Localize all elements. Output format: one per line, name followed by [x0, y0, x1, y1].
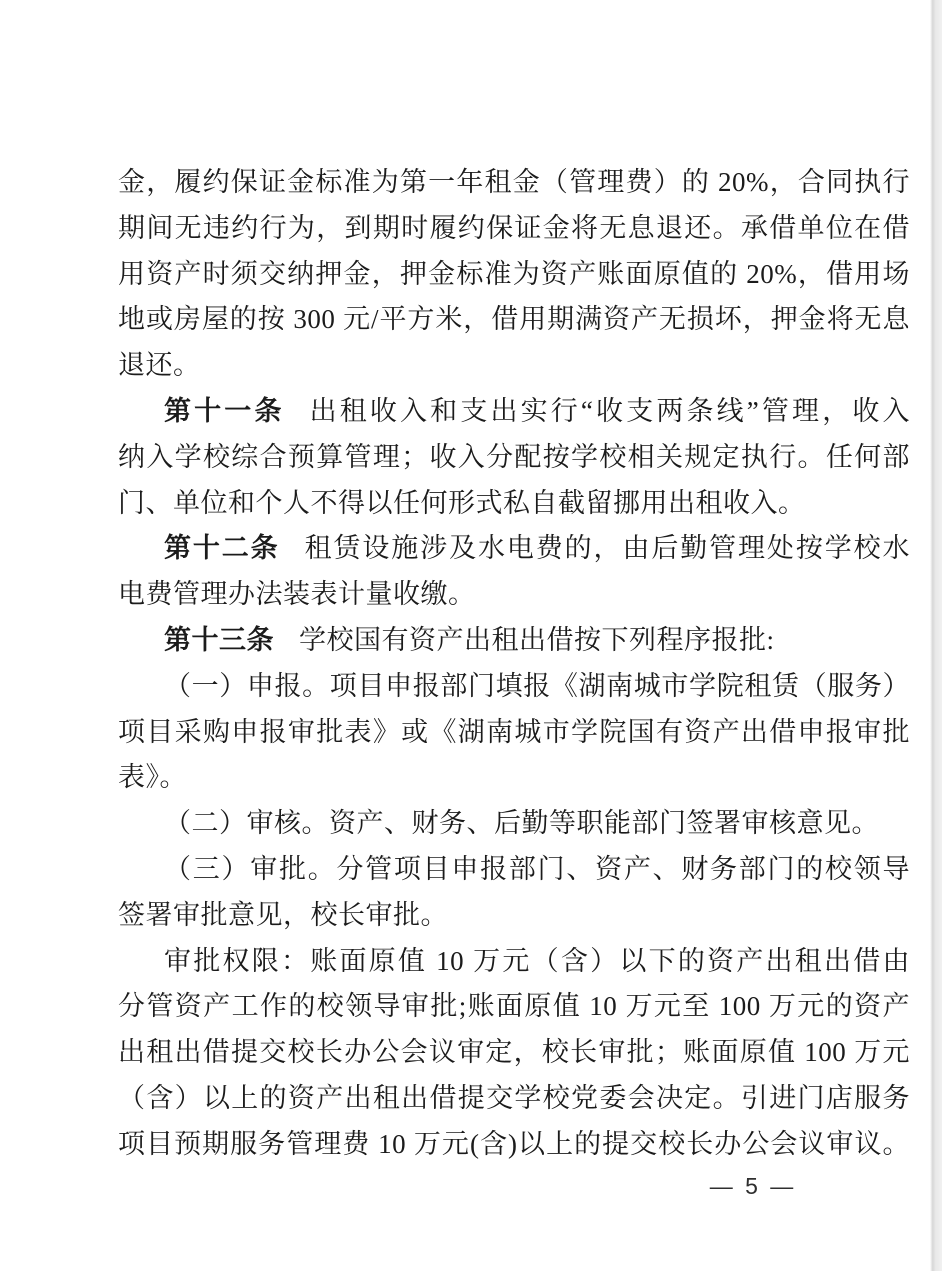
article-number: 第十三条: [164, 624, 274, 655]
document-body: [118, 160, 910, 1168]
text-line: （一）申报。项目申报部门填报《湖南城市学院租赁（服务）: [164, 670, 910, 701]
text-line: 退还。: [118, 350, 201, 381]
text-line: 表》。: [118, 762, 187, 793]
text-line: 审批权限：账面原值 10 万元（含）以下的资产出租出借由: [164, 945, 910, 976]
text-line: 门、单位和个人不得以任何形式私自截留挪用出租收入。: [118, 487, 806, 518]
text-line: 期间无违约行为，到期时履约保证金将无息退还。承借单位在借: [118, 212, 910, 243]
text-line: 用资产时须交纳押金，押金标准为资产账面原值的 20%，借用场: [118, 258, 910, 289]
article-number: 第十二条: [164, 533, 280, 564]
text-line: 出租出借提交校长办公会议审定，校长审批；账面原值 100 万元: [118, 1037, 910, 1068]
text-line: 电费管理办法装表计量收缴。: [118, 579, 476, 610]
scrollbar-track[interactable]: [930, 0, 942, 1271]
text-line: 项目采购申报审批表》或《湖南城市学院国有资产出借申报审批: [118, 716, 910, 747]
text-line: （含）以上的资产出租出借提交学校党委会决定。引进门店服务: [118, 1082, 910, 1113]
text-line: （三）审批。分管项目申报部门、资产、财务部门的校领导: [164, 853, 910, 884]
article-number: 第十一条: [164, 395, 285, 426]
text-line: （二）审核。资产、财务、后勤等职能部门签署审核意见。: [164, 808, 879, 839]
text-line: 第十一条 出租收入和支出实行“收支两条线”管理，收入: [164, 395, 911, 426]
text-line: 纳入学校综合预算管理；收入分配按学校相关规定执行。任何部: [118, 441, 910, 472]
text-line: 分管资产工作的校领导审批;账面原值 10 万元至 100 万元的资产: [118, 991, 910, 1022]
page-number: — 5 —: [709, 1173, 797, 1199]
text-line: 签署审批意见，校长审批。: [118, 899, 448, 930]
text-line: 地或房屋的按 300 元/平方米，借用期满资产无损坏，押金将无息: [118, 304, 910, 335]
text-line: 第十二条 租赁设施涉及水电费的，由后勤管理处按学校水: [164, 533, 911, 564]
text-line: 项目预期服务管理费 10 万元(含)以上的提交校长办公会议审议。: [118, 1128, 910, 1159]
text-line: 第十三条 学校国有资产出租出借按下列程序报批:: [164, 624, 775, 655]
text-line: 金，履约保证金标准为第一年租金（管理费）的 20%，合同执行: [118, 167, 910, 197]
